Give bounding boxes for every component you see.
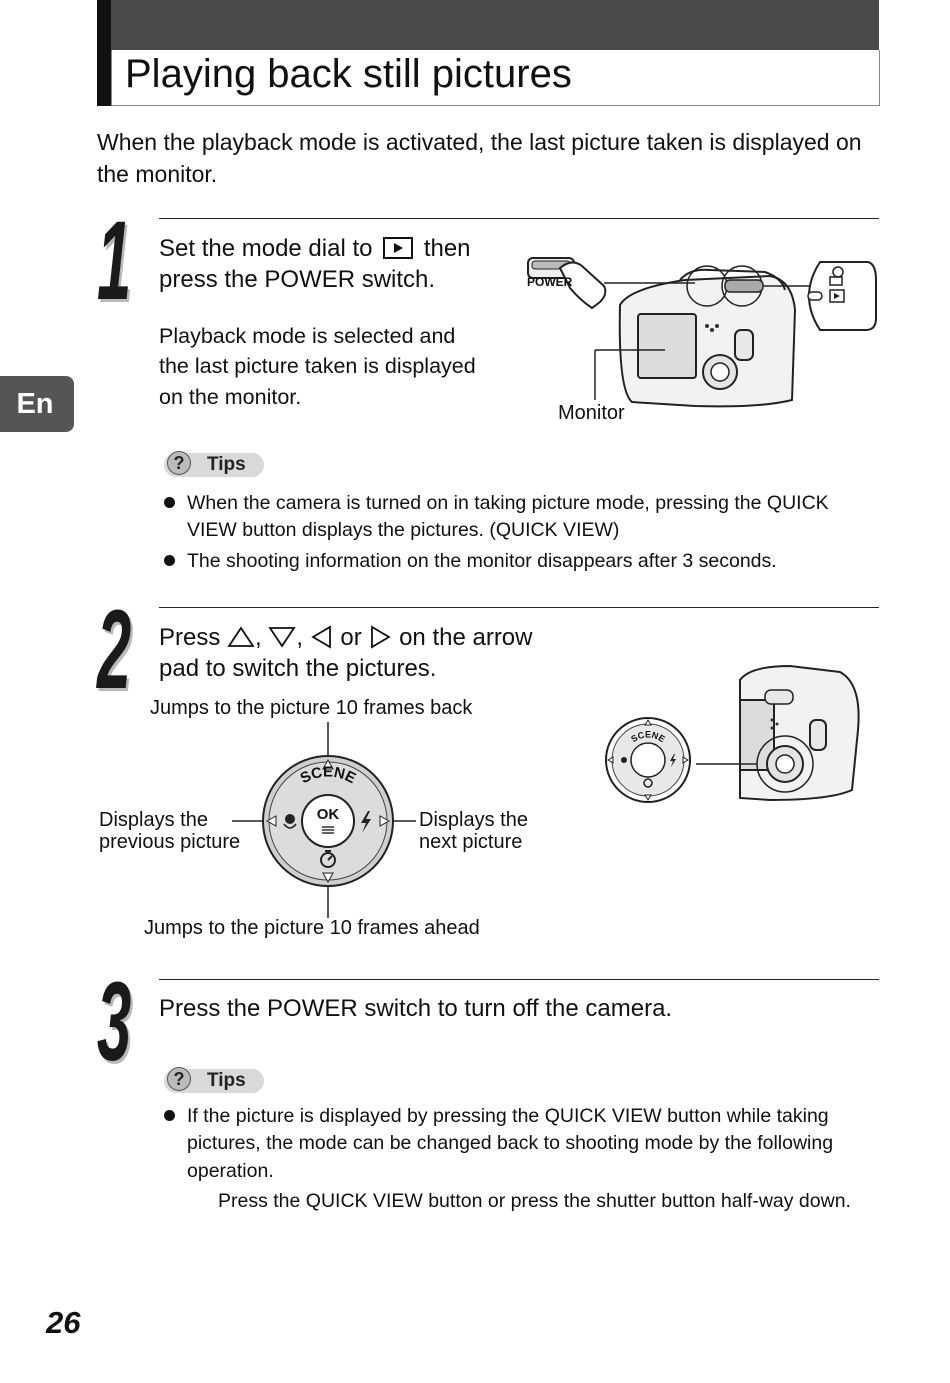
power-label: POWER (527, 275, 573, 289)
arrow-down-label: Jumps to the picture 10 frames ahead (144, 917, 480, 939)
tips-label-1: Tips (207, 454, 246, 475)
step-1-detail-line1: Playback mode is selected and (159, 324, 456, 348)
camera-arrow-pad-figure (600, 660, 870, 810)
step-number-3: 3 (97, 959, 132, 1084)
step-1-rule (159, 218, 879, 219)
tips-label-2: Tips (207, 1070, 246, 1091)
step-2-rule (159, 607, 879, 608)
tip-2-line1: The shooting information on the monitor disappears after 3 seconds. (187, 550, 777, 572)
tip-3-sub-note: Press the QUICK VIEW button or press the shutter button half-way down. (218, 1190, 851, 1212)
tip-1-line2: VIEW button displays the pictures. (QUICK VIEW) (187, 519, 620, 541)
page-number: 26 (46, 1305, 81, 1340)
step-2-comma-2: , (296, 624, 304, 651)
page-title: Playing back still pictures (125, 52, 572, 96)
step-1-text-b: then (423, 235, 471, 262)
step-2-comma-1: , (255, 624, 262, 651)
arrow-right-label-line1: Displays the (419, 809, 528, 831)
tip-1-line1: When the camera is turned on in taking picture mode, pressing the QUICK (187, 492, 829, 514)
header-accent (97, 0, 111, 106)
bullet-icon (164, 1110, 175, 1121)
step-3-rule (159, 979, 879, 980)
step-2-text-or: or (340, 624, 362, 651)
step-1-detail-line3: on the monitor. (159, 385, 302, 409)
down-arrow-icon (268, 626, 296, 648)
tip-3-line2: pictures, the mode can be changed back to shooting mode by the following (187, 1132, 834, 1154)
step-2-text-press: Press (159, 624, 221, 651)
left-arrow-icon (310, 625, 334, 649)
step-2-text-tail: on the arrow (399, 624, 533, 651)
step-2-instruction-line2: pad to switch the pictures. (159, 655, 437, 682)
question-icon: ? (167, 451, 191, 475)
arrow-left-label-line1: Displays the (99, 809, 208, 831)
arrow-pad-diagram (226, 720, 426, 920)
step-number-2: 2 (97, 587, 132, 712)
language-tab: En (0, 376, 74, 432)
scene-label: SCENE (297, 763, 359, 788)
question-icon: ? (167, 1067, 191, 1091)
scene-label-small: SCENE (629, 729, 667, 745)
step-1-detail-line2: the last picture taken is displayed (159, 354, 476, 378)
step-number-1: 1 (97, 198, 132, 323)
header-bar (97, 0, 879, 50)
arrow-right-label-line2: next picture (419, 831, 523, 853)
arrow-left-label-line2: previous picture (99, 831, 241, 853)
tip-3-line3: operation. (187, 1160, 274, 1182)
arrow-up-label: Jumps to the picture 10 frames back (150, 697, 473, 719)
step-2-instruction-line1 (159, 622, 532, 653)
bullet-icon (164, 497, 175, 508)
step-3-instruction: Press the POWER switch to turn off the camera. (159, 995, 673, 1022)
tip-3-line1: If the picture is displayed by pressing the QUICK VIEW button while taking (187, 1105, 829, 1127)
ok-label: OK (316, 806, 340, 823)
up-arrow-icon (227, 626, 255, 648)
right-arrow-icon (368, 625, 392, 649)
monitor-label: Monitor (558, 402, 625, 424)
bullet-icon (164, 555, 175, 566)
intro-paragraph: When the playback mode is activated, the last picture taken is displayed on the monitor. (97, 129, 862, 187)
step-1-instruction-line2: press the POWER switch. (159, 266, 436, 293)
playback-mode-icon (383, 237, 413, 259)
step-1-instruction-line1 (159, 233, 471, 264)
step-1-text-a: Set the mode dial to (159, 235, 373, 262)
